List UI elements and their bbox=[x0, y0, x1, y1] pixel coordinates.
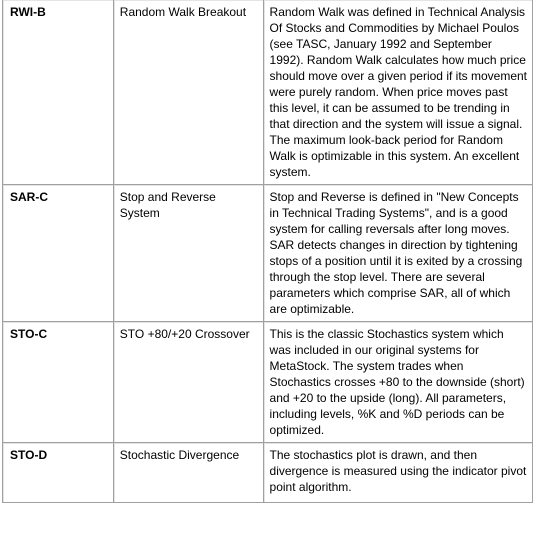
trading-systems-table bbox=[2, 0, 533, 503]
table-row bbox=[3, 322, 533, 443]
system-description: This is the classic Stochastics system which was included in our original systems for MetaStock. The system trades when Stochastics crosses +80 to the downside (short) and +20 to the upside (long). All parameters, including levels, %K and %D periods can be optimized. bbox=[264, 322, 533, 443]
system-code: SAR-C bbox=[3, 185, 114, 322]
system-code: RWI-B bbox=[3, 0, 114, 185]
system-name: Stop and Reverse System bbox=[114, 185, 264, 322]
table-row bbox=[3, 443, 533, 503]
system-code: STO-D bbox=[3, 443, 114, 503]
system-description: Stop and Reverse is defined in "New Concepts in Technical Trading Systems", and is a good system for calling reversals after long moves. SAR detects changes in direction by tightening stops of a position until it is exited by a crossing through the stop level. There are several parameters which comprise SAR, all of which are optimizable. bbox=[264, 185, 533, 322]
system-code: STO-C bbox=[3, 322, 114, 443]
table-row bbox=[3, 185, 533, 322]
system-name: STO +80/+20 Crossover bbox=[114, 322, 264, 443]
system-description: The stochastics plot is drawn, and then divergence is measured using the indicator pivot point algorithm. bbox=[264, 443, 533, 503]
system-description: Random Walk was defined in Technical Analysis Of Stocks and Commodities by Michael Poulos (see TASC, January 1992 and September 1992). Random Walk calculates how much price should move over a given period if its movement were purely random. When price moves past this level, it can be assumed to be trending in that direction and the system will issue a signal. The maximum look-back period for Random Walk is optimizable in this system. An excellent system. bbox=[264, 0, 533, 185]
table-row bbox=[3, 0, 533, 185]
system-name: Stochastic Divergence bbox=[114, 443, 264, 503]
system-name: Random Walk Breakout bbox=[114, 0, 264, 185]
